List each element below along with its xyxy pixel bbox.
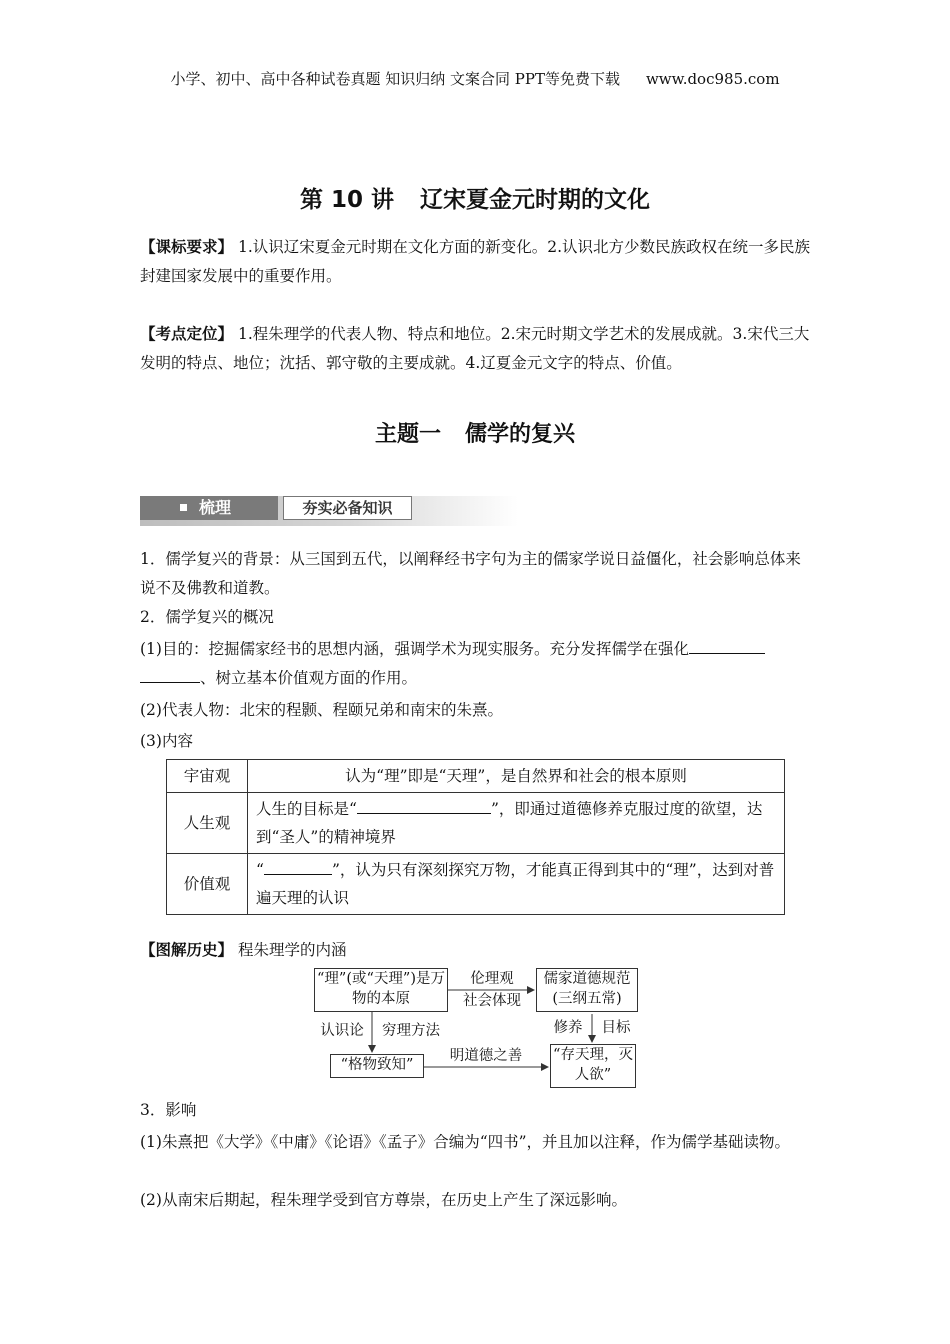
illustration-heading xyxy=(140,936,812,965)
overview-purpose: (1)目的：挖掘儒家经书的思想内涵，强调学术为现实服务。充分发挥儒学在强化 、树立基本价值观方面的作用。 xyxy=(140,635,812,693)
box-norms: 儒家道德规范(三纲五常) xyxy=(536,968,638,1012)
overview-content-heading: (3)内容 xyxy=(140,732,193,750)
topic-name: 儒学的复兴 xyxy=(465,422,576,447)
box-cun: “存天理，灭人欲” xyxy=(550,1044,636,1088)
label-ethics: 伦理观 xyxy=(470,971,514,987)
table-cell-text: “ ”，认为只有深刻探究万物，才能真正得到其中的“理”，达到对普遍天理的认识 xyxy=(248,854,785,915)
label-social: 社会体现 xyxy=(463,993,521,1009)
banner-sub: 夯实必备知识 xyxy=(283,496,412,520)
table-row xyxy=(167,854,785,915)
table-cell-text: 认为“理”即是“天理”，是自然界和社会的根本原则 xyxy=(248,760,785,793)
label-epistemology: 认识论 xyxy=(320,1023,364,1039)
fill-blank[interactable] xyxy=(357,797,491,814)
label-method: 穷理方法 xyxy=(382,1023,440,1039)
banner-main: 梳理 xyxy=(140,496,278,520)
header-site[interactable]: www.doc985.com xyxy=(645,70,780,88)
content-table xyxy=(166,759,785,915)
section-banner xyxy=(140,496,518,526)
table-row xyxy=(167,793,785,854)
requirements-tag: 【课标要求】 xyxy=(140,238,234,256)
impact-item-2: (2)从南宋后期起，程朱理学受到官方尊崇，在历史上产生了深远影响。 xyxy=(140,1191,627,1209)
exam-focus xyxy=(140,320,812,378)
page-header xyxy=(0,68,950,89)
illustration-tag: 【图解历史】 xyxy=(140,941,234,959)
header-text: 小学、初中、高中各种试卷真题 知识归纳 文案合同 PPT等免费下载 xyxy=(170,70,620,88)
background-label: 1．儒学复兴的背景： xyxy=(140,550,290,568)
table-cell-label: 价值观 xyxy=(167,854,248,915)
fill-blank[interactable] xyxy=(689,637,765,654)
background-text: 从三国到五代，以阐释经书字句为主的儒家学说日益僵化，社会影响总体来说不及佛教和道教。 xyxy=(140,550,801,597)
square-bullet-icon xyxy=(180,504,187,511)
requirements-text: 1.认识辽宋夏金元时期在文化方面的新变化。2.认识北方少数民族政权在统一多民族封建国家发展中的重要作用。 xyxy=(140,238,811,285)
label-morality: 明道德之善 xyxy=(449,1048,523,1064)
lecture-name: 辽宋夏金元时期的文化 xyxy=(420,187,651,213)
box-li: “理”(或“天理”)是万物的本原 xyxy=(314,968,448,1012)
fill-blank[interactable] xyxy=(140,666,200,683)
illustration-title: 程朱理学的内涵 xyxy=(237,941,347,959)
curriculum-requirements xyxy=(140,233,812,291)
page-title xyxy=(0,181,950,214)
table-cell-text: 人生的目标是“ ”，即通过道德修养克服过度的欲望，达到“圣人”的精神境界 xyxy=(248,793,785,854)
impact-item-1: (1)朱熹把《大学》《中庸》《论语》《孟子》合编为“四书”，并且加以注释，作为儒学基础读物。 xyxy=(140,1133,791,1151)
section-impact-heading: 3．影响 xyxy=(140,1101,197,1119)
topic-heading xyxy=(0,417,950,448)
fill-blank[interactable] xyxy=(264,858,332,875)
overview-figures: (2)代表人物：北宋的程颢、程颐兄弟和南宋的朱熹。 xyxy=(140,701,503,719)
label-goal: 目标 xyxy=(601,1020,631,1036)
section-overview-heading: 2．儒学复兴的概况 xyxy=(140,608,274,626)
focus-text: 1.程朱理学的代表人物、特点和地位。2.宋元时期文学艺术的发展成就。3.宋代三大发明的特点、地位；沈括、郭守敬的主要成就。4.辽夏金元文字的特点、价值。 xyxy=(140,325,810,372)
section-background xyxy=(140,545,812,603)
lecture-number: 第 10 讲 xyxy=(299,187,395,213)
box-gewu: “格物致知” xyxy=(330,1054,424,1078)
label-cultivation: 修养 xyxy=(553,1020,583,1036)
concept-diagram xyxy=(300,968,650,1090)
topic-number: 主题一 xyxy=(374,422,441,447)
table-cell-label: 人生观 xyxy=(167,793,248,854)
table-row xyxy=(167,760,785,793)
focus-tag: 【考点定位】 xyxy=(140,325,234,343)
table-cell-label: 宇宙观 xyxy=(167,760,248,793)
